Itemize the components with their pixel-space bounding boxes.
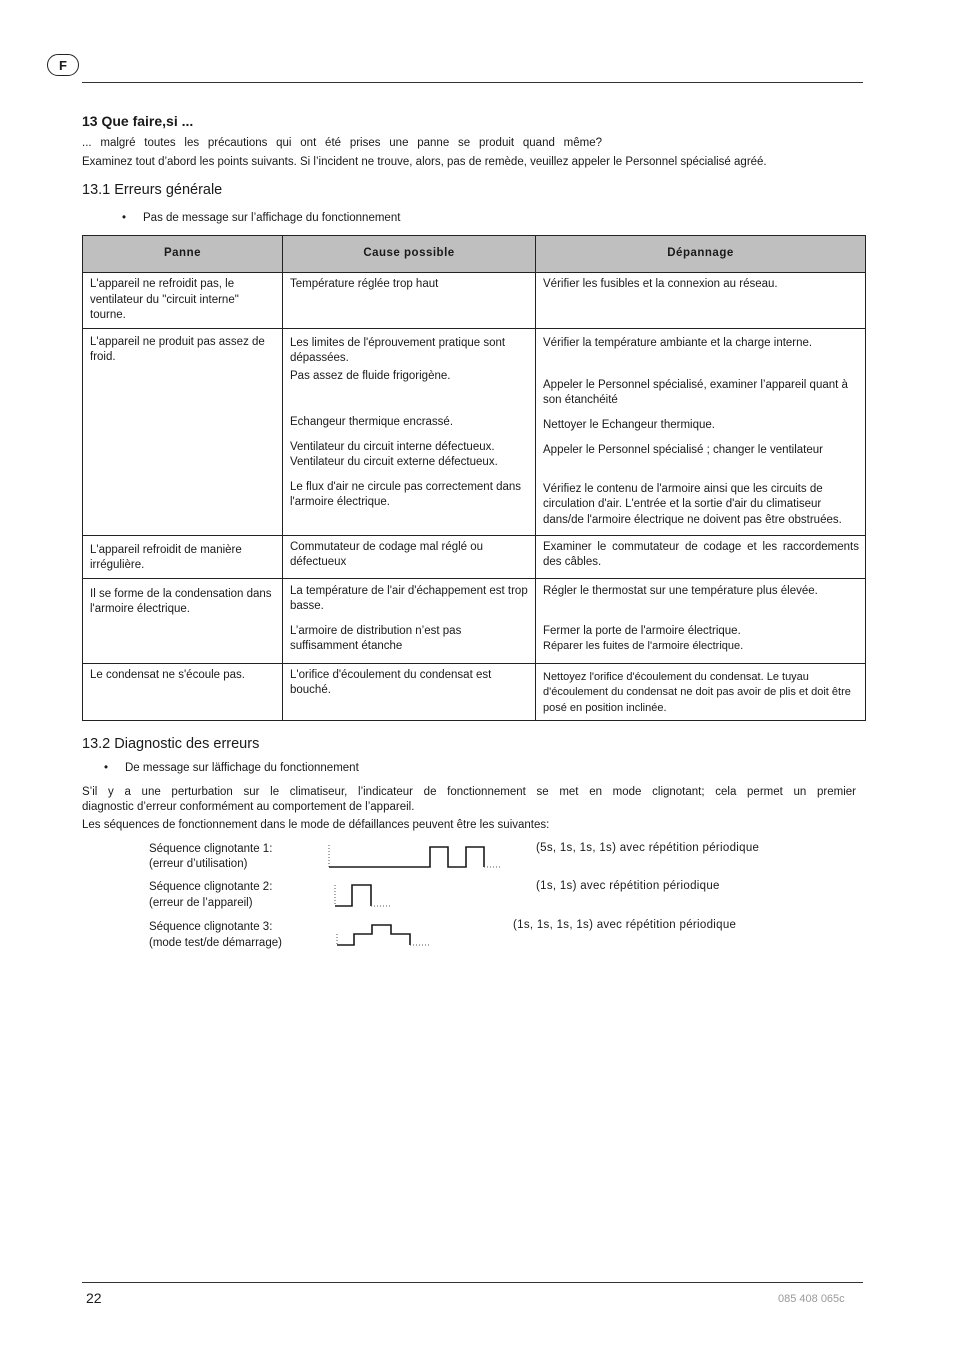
panne-cell: L'appareil refroidit de manière irrégulière.: [90, 543, 242, 571]
remedy-cell: Vérifier la température ambiante et la charge interne.: [543, 336, 813, 349]
cause-cell: Le flux d'air ne circule pas correctement dans l'armoire électrique.: [290, 480, 522, 508]
section-13-2-title: 13.2 Diagnostic des erreurs: [82, 736, 260, 752]
cause-cell: La température de l'air d'échappement est trop basse.: [290, 584, 528, 612]
table-row: [83, 663, 866, 721]
panne-cell: Il se forme de la condensation dans l'armoire électrique.: [90, 587, 272, 615]
table-row: [83, 328, 866, 535]
section-13-intro-2: Examinez tout d’abord les points suivants. Si l’incident ne trouve, alors, pas de remède, veuillez appeler le Personnel spécialisé agréé.: [82, 156, 767, 168]
remedy-cell: Appeler le Personnel spécialisé ; changer le ventilateur: [543, 443, 823, 456]
section-13-2-para-1: S’il y a une perturbation sur le climatiseur, l’indicateur de fonctionnement se met en mode clignotant; cela permet un premier: [82, 786, 856, 798]
sequence-3-waveform: [334, 920, 434, 950]
page-number: 22: [86, 1290, 102, 1306]
footer-rule: [82, 1282, 863, 1283]
sequence-1-waveform: [326, 842, 506, 872]
remedy-cell: Réparer les fuites de l'armoire électrique.: [543, 640, 744, 652]
section-13-2-para-2: Les séquences de fonctionnement dans le mode de défaillances peuvent être les suivantes:: [82, 819, 550, 831]
section-13-1-bullet: Pas de message sur l’affichage du fonctionnement: [143, 212, 401, 224]
cause-cell: Commutateur de codage mal réglé ou défectueux: [290, 540, 484, 568]
cause-cell: L’armoire de distribution n’est pas suffisamment étanche: [290, 624, 462, 652]
sequence-1-desc: (5s, 1s, 1s, 1s) avec répétition périodique: [536, 842, 760, 854]
remedy-cell: Appeler le Personnel spécialisé, examiner l’appareil quant à son étanchéité: [543, 378, 848, 406]
remedy-cell: Vérifier les fusibles et la connexion au réseau.: [543, 278, 778, 290]
cause-cell: Température réglée trop haut: [290, 278, 439, 290]
table-header-row: [83, 236, 866, 273]
sequence-1-label: Séquence clignotante 1:: [149, 843, 273, 855]
remedy-cell: Examiner le commutateur de codage et les raccordements des câbles.: [543, 540, 859, 568]
section-13-2-para-1b: diagnostic d’erreur conformément au comportement de l’appareil.: [82, 801, 415, 813]
panne-cell: L'appareil ne produit pas assez de froid.: [90, 335, 265, 363]
cause-cell: Les limites de l'éprouvement pratique sont dépassées.: [290, 336, 506, 364]
table-row: [83, 578, 866, 663]
panne-cell: Le condensat ne s'écoule pas.: [90, 668, 246, 681]
language-badge: F: [47, 54, 79, 76]
remedy-cell: Vérifiez le contenu de l'armoire ainsi que les circuits de circulation d'air. L'entrée et la sortie d'air du climatiseur dans/de l'armoire électrique ne doivent pas être obstruées.: [543, 482, 842, 526]
header-depannage: Dépannage: [536, 236, 866, 273]
sequence-2-desc: (1s, 1s) avec répétition périodique: [536, 880, 720, 892]
remedy-cell: Nettoyer le Echangeur thermique.: [543, 418, 715, 431]
section-13-intro-1: ... malgré toutes les précautions qui ont été prises une panne se produit quand même?: [82, 137, 602, 149]
cause-cell: Pas assez de fluide frigorigène.: [290, 369, 451, 382]
sequence-3-desc: (1s, 1s, 1s, 1s) avec répétition périodique: [513, 919, 737, 931]
header-rule: [82, 82, 863, 83]
sequence-3-label: Séquence clignotante 3:: [149, 921, 273, 933]
bullet-dot: •: [104, 762, 109, 774]
sequence-3-sub: (mode test/de démarrage): [149, 937, 282, 949]
cause-cell: Ventilateur du circuit interne défectueux. Ventilateur du circuit externe défectueux.: [290, 440, 498, 468]
sequence-2-sub: (erreur de l’appareil): [149, 897, 253, 909]
section-13-1-title: 13.1 Erreurs générale: [82, 182, 223, 198]
troubleshooting-table: [82, 235, 866, 721]
sequence-2-waveform: [332, 880, 396, 910]
table-row: [83, 535, 866, 578]
document-code: 085 408 065c: [778, 1293, 845, 1305]
section-13-title: 13 Que faire,si ...: [82, 113, 194, 129]
remedy-cell: Nettoyez l'orifice d'écoulement du condensat. Le tuyau d'écoulement du condensat ne doit pas avoir de plis et doit être posé en position inclinée.: [543, 670, 851, 714]
sequence-1-sub: (erreur d’utilisation): [149, 858, 248, 870]
remedy-cell: Régler le thermostat sur une température plus élevée.: [543, 584, 818, 597]
table-row: [83, 273, 866, 329]
header-panne: Panne: [83, 236, 283, 273]
section-13-2-bullet: De message sur läffichage du fonctionnement: [125, 762, 359, 774]
header-cause: Cause possible: [283, 236, 536, 273]
remedy-cell: Fermer la porte de l'armoire électrique.: [543, 624, 741, 637]
bullet-dot: •: [122, 212, 127, 224]
cause-cell: Echangeur thermique encrassé.: [290, 415, 454, 428]
panne-cell: L'appareil ne refroidit pas, le ventilateur du "circuit interne" tourne.: [90, 278, 239, 321]
sequence-2-label: Séquence clignotante 2:: [149, 881, 273, 893]
cause-cell: L'orifice d'écoulement du condensat est bouché.: [290, 668, 492, 696]
